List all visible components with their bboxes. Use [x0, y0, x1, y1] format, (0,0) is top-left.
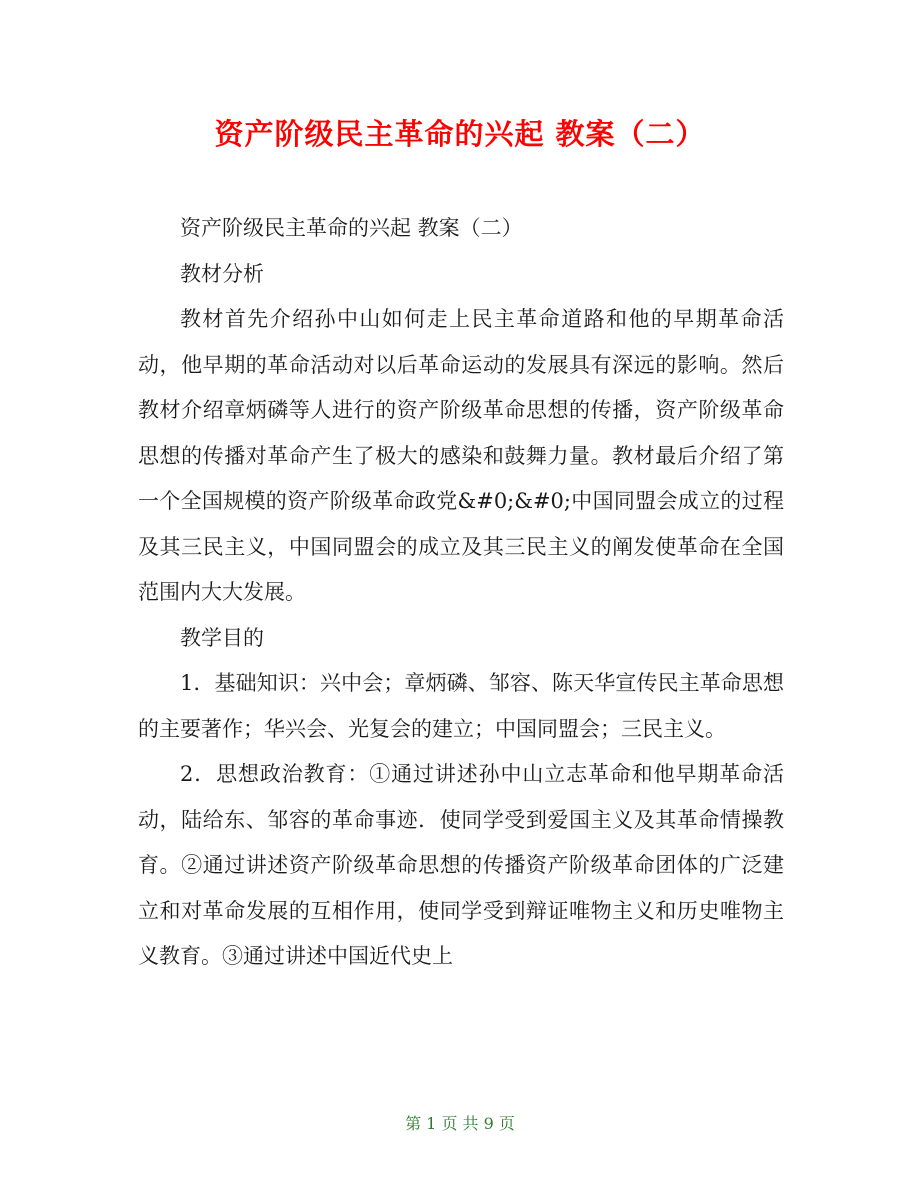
document-body — [138, 206, 784, 980]
subtitle-paragraph: 资产阶级民主革命的兴起 教案（二） — [180, 216, 523, 240]
page-title: 资产阶级民主革命的兴起 教案（二） — [214, 117, 706, 151]
page-label-mid: 页 共 — [441, 1114, 479, 1133]
current-page-number: 1 — [426, 1114, 437, 1133]
page-footer — [0, 1112, 920, 1136]
section-heading-teaching-goals: 教学目的 — [180, 625, 264, 650]
body-paragraph: 1．基础知识：兴中会；章炳磷、邹容、陈天华宣传民主革命思想的主要著作；华兴会、光复会的建立；中国同盟会；三民主义。 — [138, 671, 784, 741]
total-pages-number: 9 — [483, 1114, 494, 1133]
section-heading-materials-analysis: 教材分析 — [180, 261, 264, 286]
body-paragraph: 2．思想政治教育：①通过讲述孙中山立志革命和他早期革命活动，陆给东、邹容的革命事迹．使同学受到爱国主义及其革命情操教育。②通过讲述资产阶级革命思想的传播资产阶级革命团体的广泛建立和对革命发展的互相作用，使同学受到辩证唯物主义和历史唯物主义教育。③通过讲述中国近代史上 — [138, 762, 784, 968]
page-label-after: 页 — [498, 1114, 515, 1133]
page-label-before: 第 — [405, 1114, 422, 1133]
body-paragraph: 教材首先介绍孙中山如何走上民主革命道路和他的早期革命活动，他早期的革命活动对以后革命运动的发展具有深远的影响。然后教材介绍章炳磷等人进行的资产阶级革命思想的传播，资产阶级革命思想的传播对革命产生了极大的感染和鼓舞力量。教材最后介绍了第一个全国规模的资产阶级革命政党&#0;&#0;中国同盟会成立的过程及其三民主义，中国同盟会的成立及其三民主义的阐发使革命在全国范围内大大发展。 — [138, 307, 784, 604]
